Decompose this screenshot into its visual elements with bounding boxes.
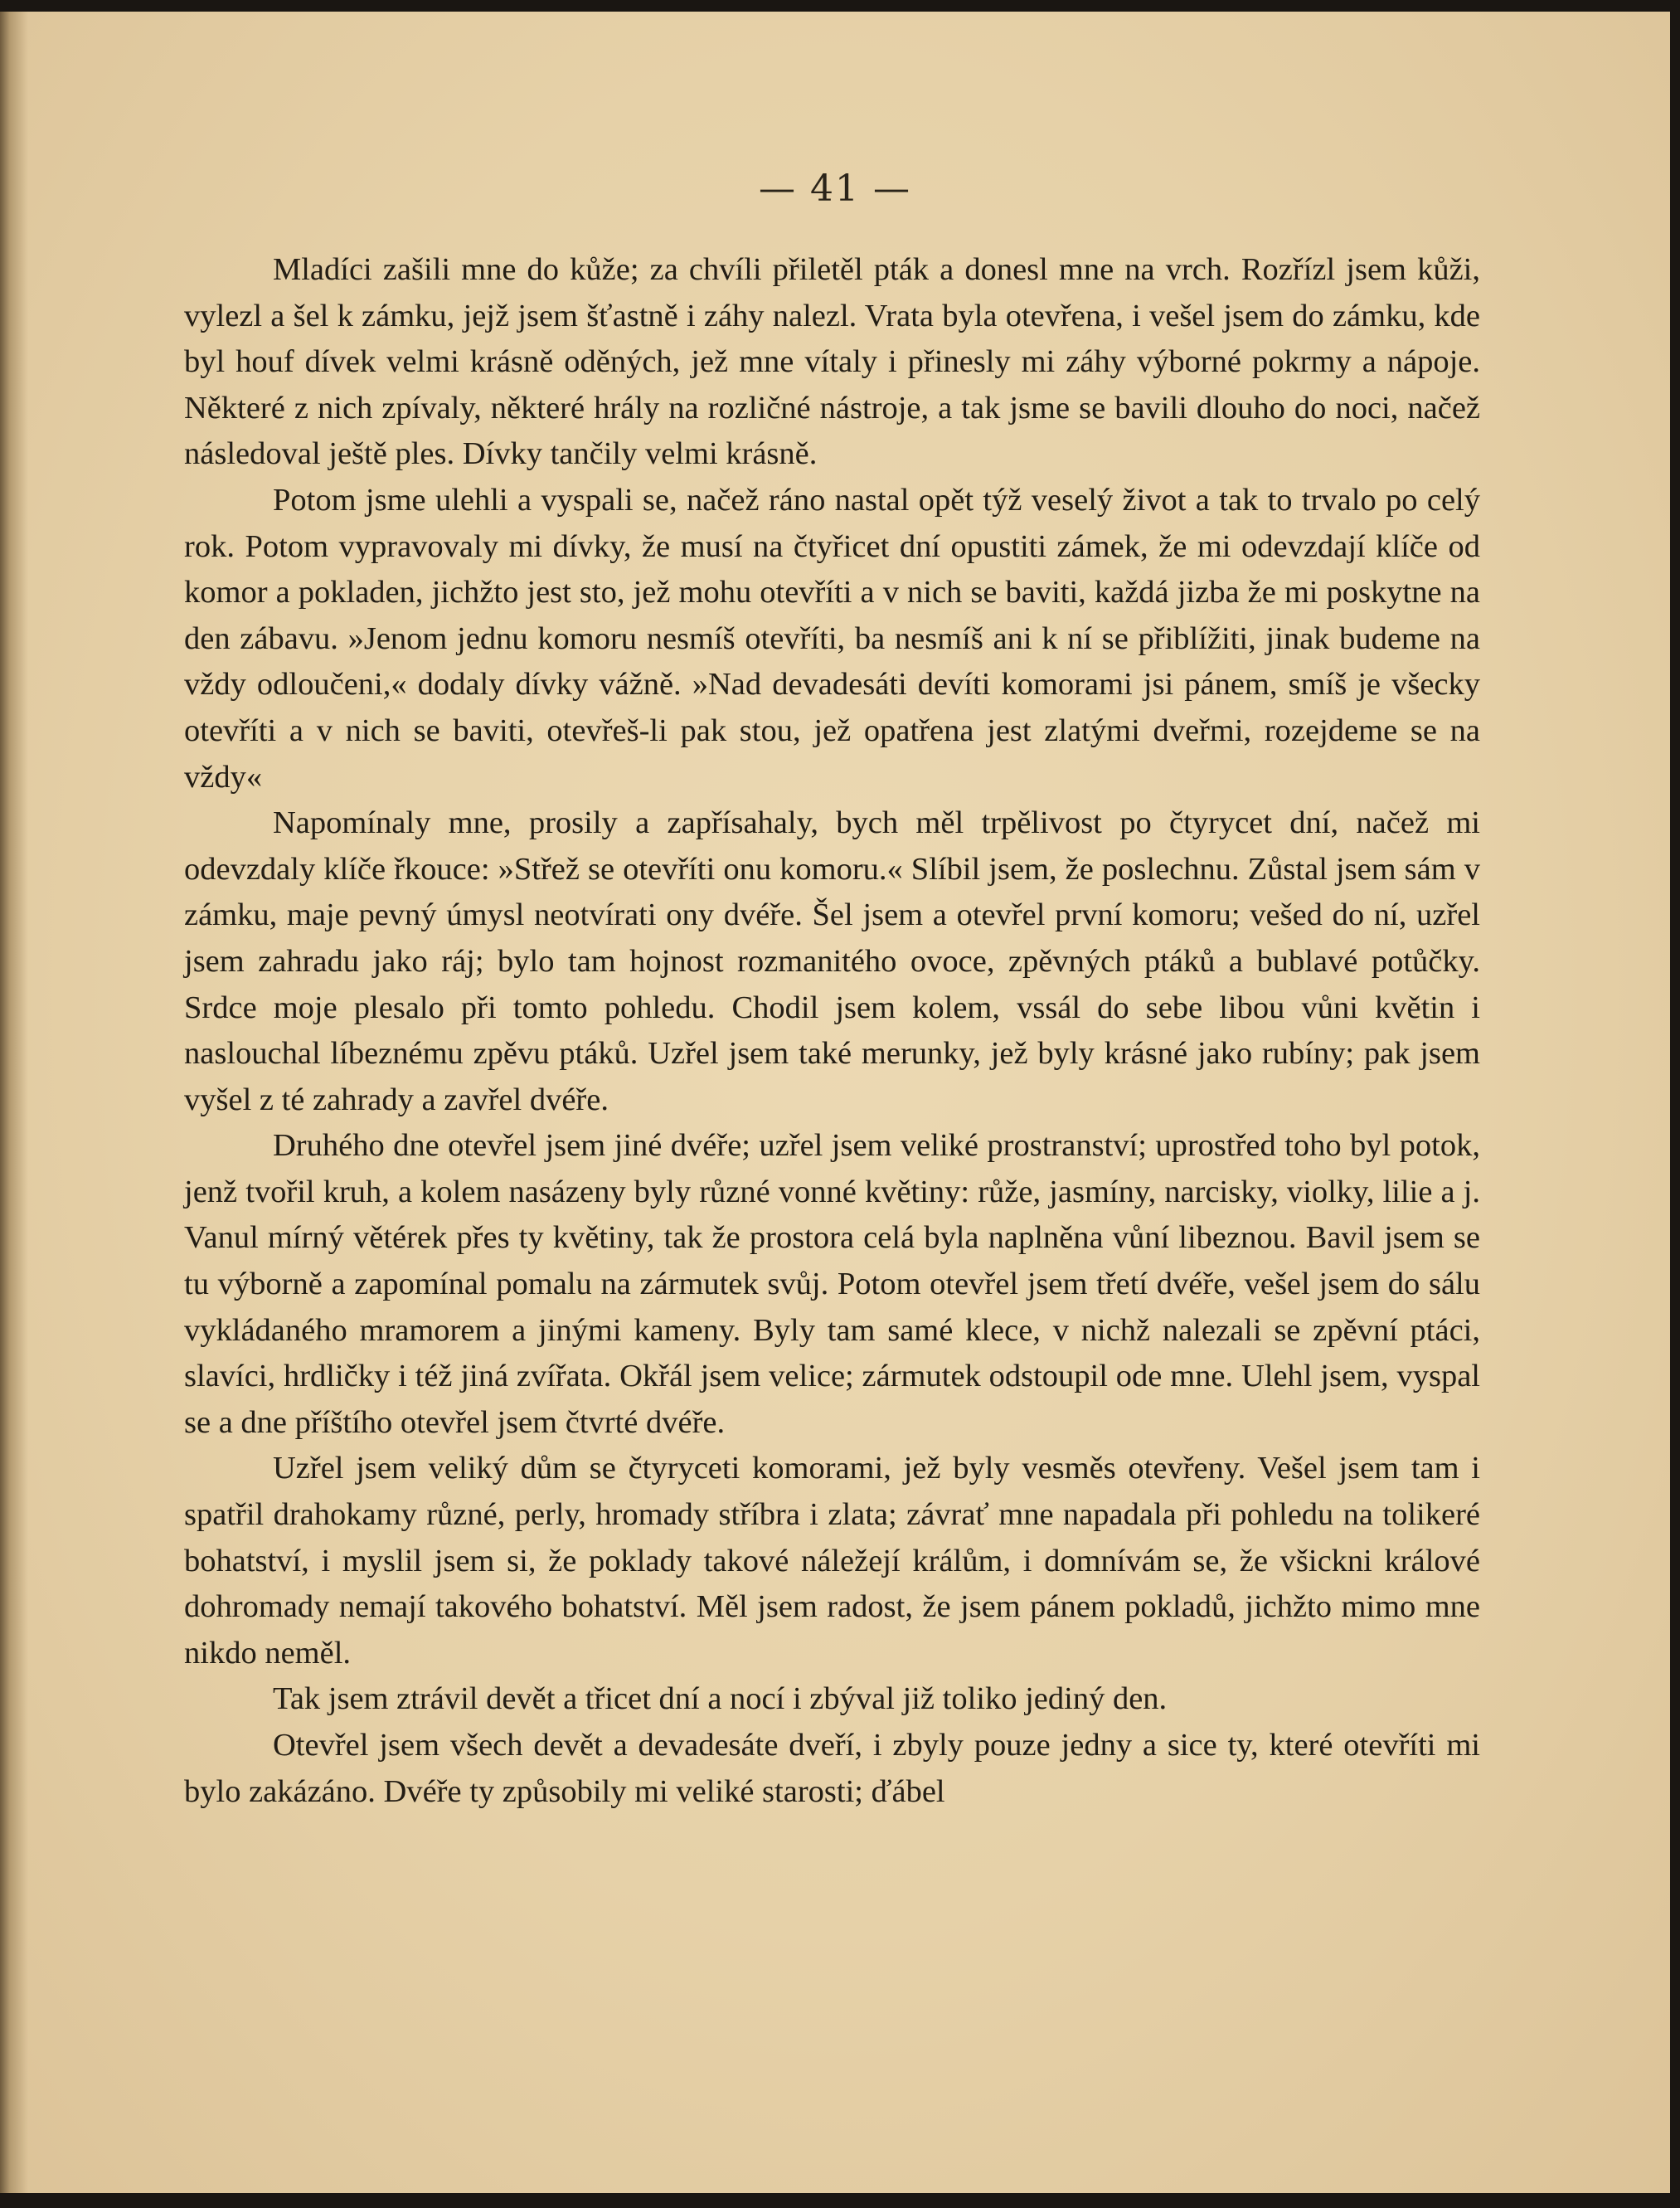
paragraph: Tak jsem ztrávil devět a třicet dní a nocí i zbýval již toliko jediný den.: [273, 1681, 1168, 1717]
page-number: — 41 —: [759, 168, 911, 210]
paragraph: Potom jsme ulehli a vyspali se, načež ráno nastal opět týž veselý život a tak to trvalo po celý rok. Potom vypravovaly mi dívky, že musí na čtyřicet dní opustiti zámek, že mi odevzdají klíče od komor a pokladen, jichžto jest sto, jež mohu otevříti a v nich se baviti, každá jizba že mi poskytne na den zábavu. »Jenom jednu komoru nesmíš otevříti, ba nesmíš ani k ní se přiblížiti, jinak budeme na vždy odloučeni,« dodaly dívky vážně. »Nad devadesáti devíti komorami jsi pánem, smíš je všecky otevříti a v nich se baviti, otevřeš-li pak stou, jež opatřena jest zlatými dveřmi, rozejdeme se na vždy«: [184, 482, 1480, 795]
paragraph: Mladíci zašili mne do kůže; za chvíli přiletěl pták a donesl mne na vrch. Rozřízl jsem kůži, vylezl a šel k zámku, jejž jsem šťastně i záhy nalezl. Vrata byla otevřena, i vešel jsem do zámku, kde byl houf dívek velmi krásně oděných, jež mne vítaly i přinesly mi záhy výborné pokrmy a nápoje. Některé z nich zpívaly, některé hrály na rozličné nástroje, a tak jsme se bavili dlouho do noci, načež následoval ještě ples. Dívky tančily velmi krásně.: [184, 252, 1480, 472]
paragraph: Napomínaly mne, prosily a zapřísahaly, bych měl trpělivost po čtyrycet dní, načež mi odevzdaly klíče řkouce: »Střež se otevříti onu komoru.« Slíbil jsem, že poslechnu. Zůstal jsem sám v zámku, maje pevný úmysl neotvírati ony dvéře. Šel jsem a otevřel první komoru; vešed do ní, uzřel jsem zahradu jako ráj; bylo tam hojnost rozmanitého ovoce, zpěvných ptáků a bublavé potůčky. Srdce moje plesalo při tomto pohledu. Chodil jsem kolem, vssál do sebe libou vůni květin i naslouchal líbeznému zpěvu ptáků. Uzřel jsem také merunky, jež byly krásné jako rubíny; pak jsem vyšel z té zahrady a zavřel dvéře.: [184, 805, 1480, 1117]
spine-shadow: [0, 12, 28, 2193]
book-page: [0, 12, 1670, 2193]
paragraph: Uzřel jsem veliký dům se čtyryceti komorami, jež byly vesměs otevřeny. Vešel jsem tam i spatřil drahokamy různé, perly, hromady stříbra i zlata; závrať mne napadala při pohledu na tolikeré bohatství, i myslil jsem si, že poklady takové náležejí králům, i domnívám se, že všickni králové dohromady nemají takového bohatství. Měl jsem radost, že jsem pánem pokladů, jichžto mimo mne nikdo neměl.: [184, 1451, 1480, 1671]
paragraph: Druhého dne otevřel jsem jiné dvéře; uzřel jsem veliké prostranství; uprostřed toho byl potok, jenž tvořil kruh, a kolem nasázeny byly různé vonné květiny: růže, jasmíny, narcisky, violky, lilie a j. Vanul mírný větérek přes ty květiny, tak že prostora celá byla naplněna vůní libeznou. Bavil jsem se tu výborně a zapomínal pomalu na zármutek svůj. Potom otevřel jsem třetí dvéře, vešel jsem do sálu vykládaného mramorem a jinými kameny. Byly tam samé klece, v nichž nalezali se zpěvní ptáci, slavíci, hrdličky i též jiná zvířata. Okřál jsem velice; zármutek odstoupil ode mne. Ulehl jsem, vyspal se a dne příštího otevřel jsem čtvrté dvéře.: [184, 1128, 1480, 1440]
page-text-body: [184, 247, 1480, 1815]
paragraph: Otevřel jsem všech devět a devadesáte dveří, i zbyly pouze jedny a sice ty, které otevříti mi bylo zakázáno. Dvéře ty způsobily mi veliké starosti; ďábel: [184, 1728, 1480, 1809]
